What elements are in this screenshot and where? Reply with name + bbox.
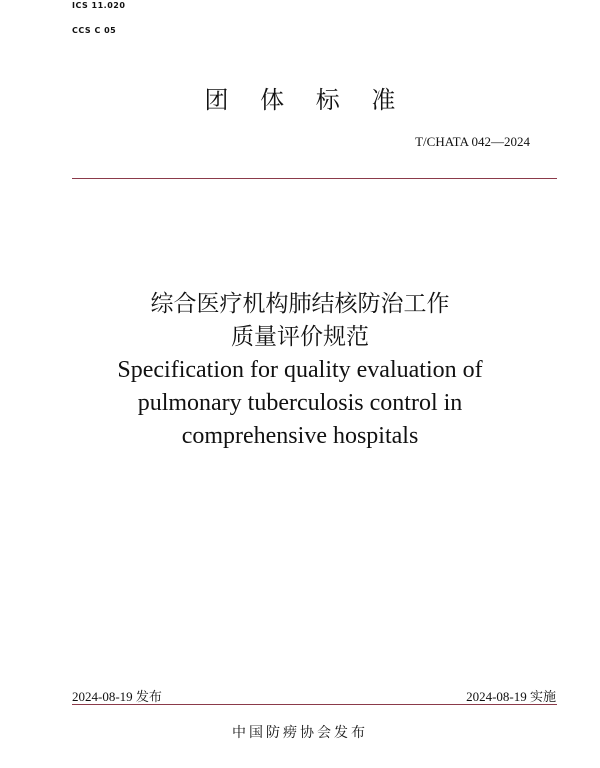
standard-type: 团 体 标 准 (204, 86, 408, 114)
bottom-divider (72, 704, 557, 705)
title-en-line1: Specification for quality evaluation of (117, 357, 483, 383)
standard-number: T/CHATA 042—2024 (415, 134, 530, 149)
publisher: 中国防痨协会发布 (232, 725, 368, 741)
issue-date: 2024-08-19 发布 (72, 689, 162, 704)
ics-code: ICS 11.020 (72, 1, 126, 10)
ccs-code: CCS C 05 (72, 26, 117, 35)
title-en-line2: pulmonary tuberculosis control in (137, 390, 463, 416)
title-en-line3: comprehensive hospitals (181, 423, 419, 449)
implementation-date: 2024-08-19 实施 (466, 689, 556, 704)
title-cn-line1: 综合医疗机构肺结核防治工作 (150, 291, 450, 317)
top-divider (72, 178, 557, 179)
title-block (0, 288, 600, 453)
title-cn-line2: 质量评价规范 (231, 324, 369, 350)
